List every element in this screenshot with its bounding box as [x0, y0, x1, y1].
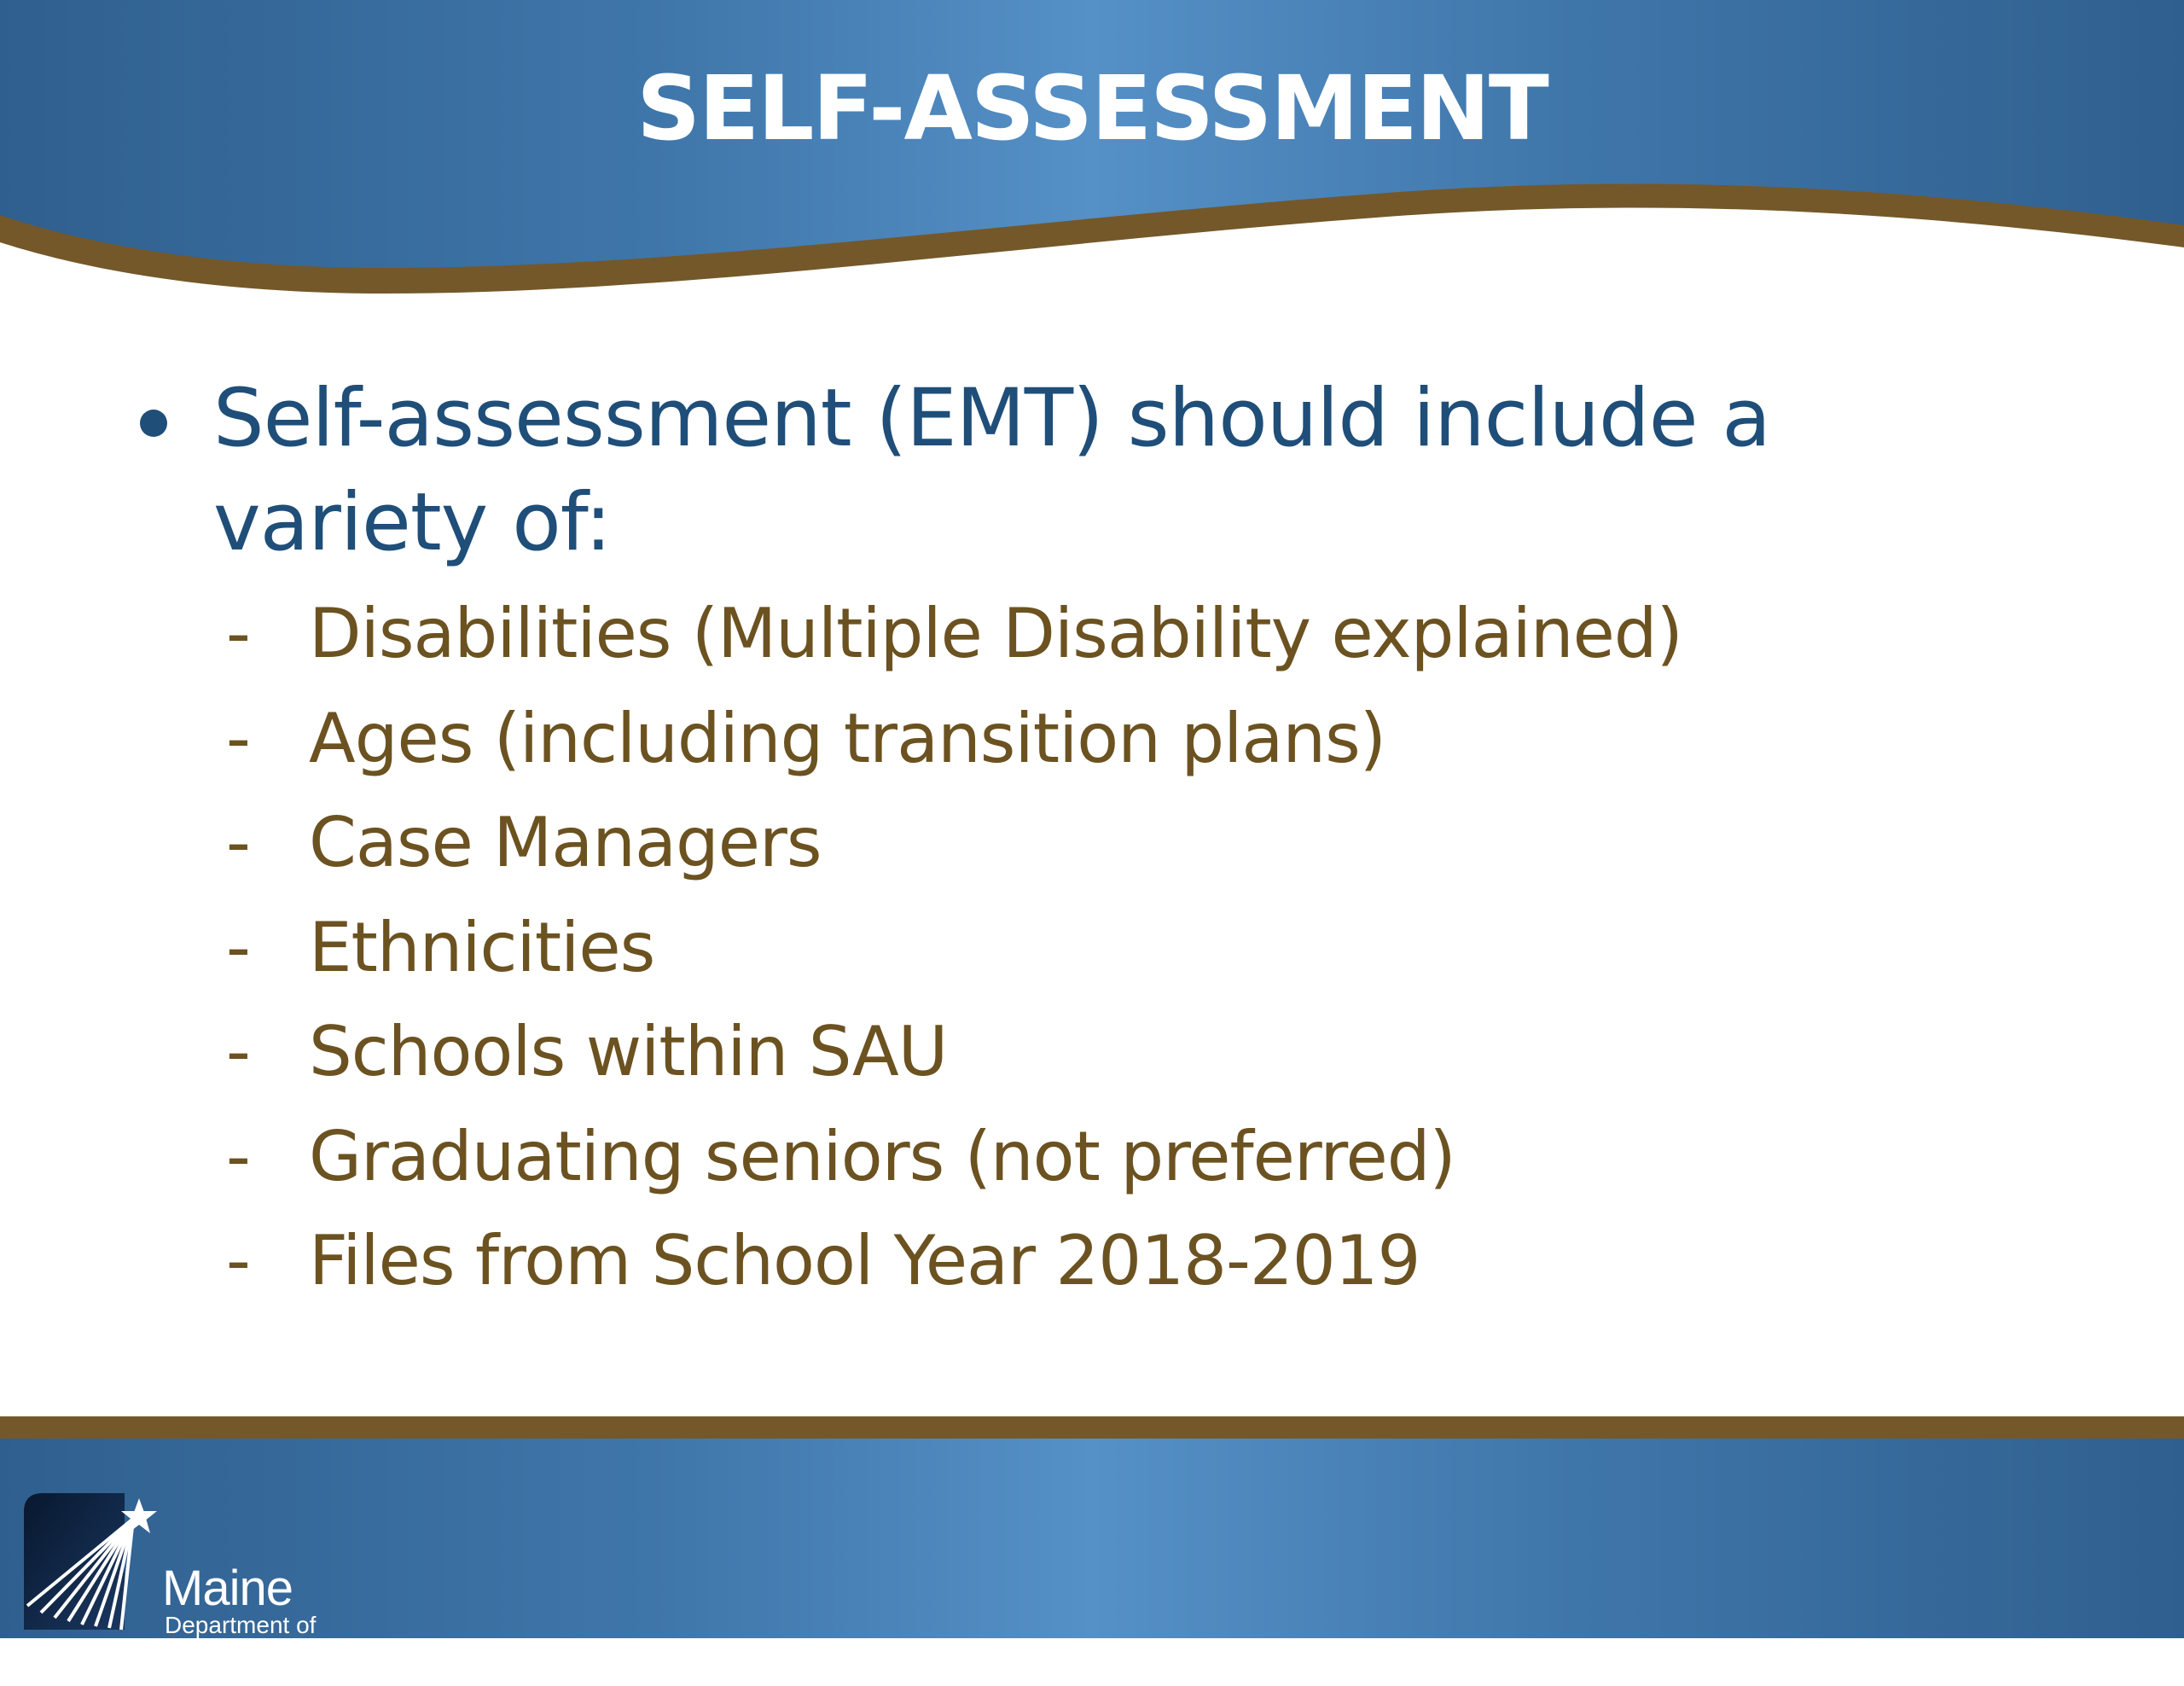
footer-banner [0, 1416, 2184, 1686]
sub-bullet-item [136, 1000, 2099, 1105]
sub-bullet-text: Graduating seniors (not preferred) [309, 1116, 1455, 1196]
footer-gold-rule [0, 1416, 2184, 1439]
sub-bullet-item [136, 896, 2099, 1001]
header-banner [0, 0, 2184, 307]
slide-body [136, 367, 2099, 1314]
slide-title: SELF-ASSESSMENT [636, 56, 1548, 160]
dash-marker: - [226, 1116, 250, 1196]
sub-bullet-item [136, 1105, 2099, 1210]
sub-bullet-text: Schools within SAU [309, 1012, 948, 1091]
dash-marker: - [226, 907, 250, 987]
footer-blue-band [0, 1439, 2184, 1686]
dash-marker: - [226, 594, 250, 673]
sub-bullet-text: Ages (including transition plans) [309, 698, 1385, 778]
sub-bullet-item [136, 791, 2099, 896]
sub-bullet-text: Files from School Year 2018-2019 [309, 1221, 1420, 1300]
logo-text-department: Department of [165, 1612, 317, 1638]
main-bullet [136, 367, 1920, 575]
logo-text-education: Education [162, 1631, 375, 1686]
bullet-dot-icon [140, 410, 167, 437]
sub-bullet-item [136, 687, 2099, 792]
sub-bullet-item [136, 582, 2099, 687]
dash-marker: - [226, 1012, 250, 1091]
sub-bullet-text: Disabilities (Multiple Disability explained) [309, 594, 1682, 673]
dash-marker: - [226, 1221, 250, 1300]
maine-doe-logo [24, 1493, 425, 1686]
main-bullet-text: Self-assessment (EMT) should include a variety of: [213, 372, 1771, 569]
dash-marker: - [226, 803, 250, 882]
sub-bullet-text: Ethnicities [309, 907, 655, 987]
logo-text-maine: Maine [162, 1561, 293, 1616]
dash-marker: - [226, 698, 250, 778]
sub-bullet-item [136, 1209, 2099, 1314]
sub-bullet-text: Case Managers [309, 803, 822, 882]
star-icon [119, 1497, 159, 1536]
sub-bullet-list [136, 582, 2099, 1314]
